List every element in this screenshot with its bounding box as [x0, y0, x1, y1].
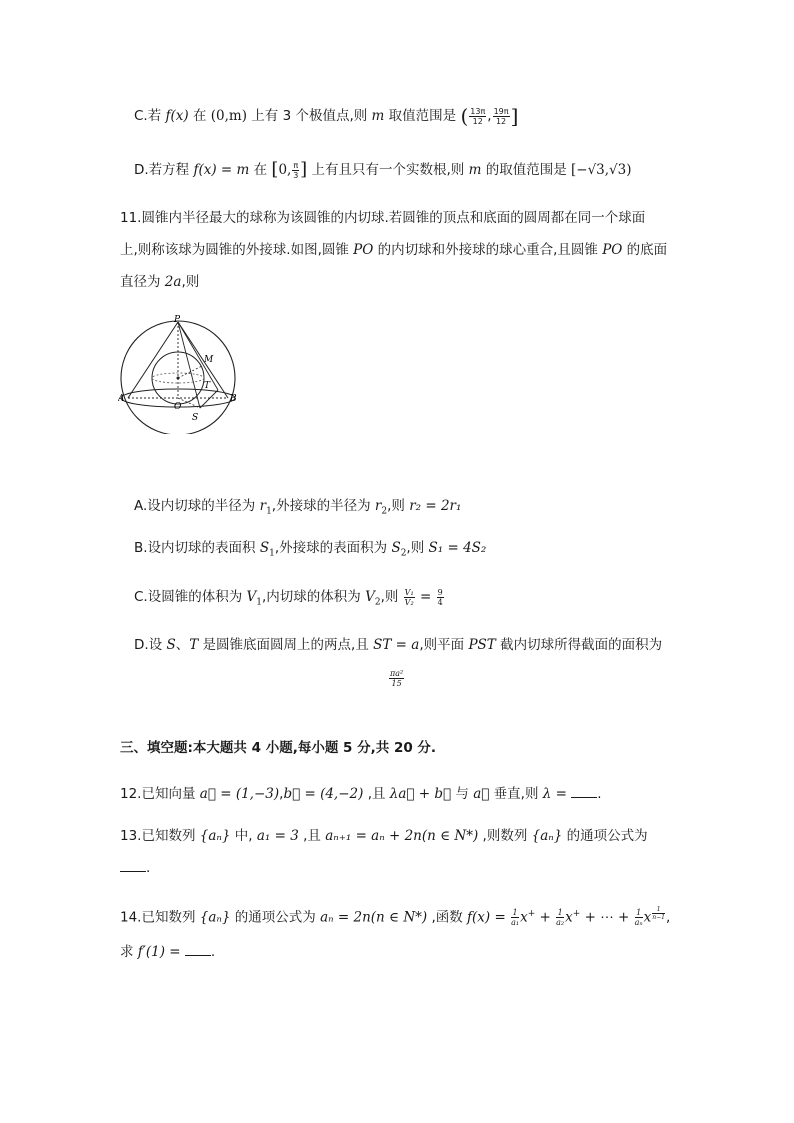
fraction: $\frac{1}{\text{a₁}}$	[511, 908, 520, 927]
q10-option-c: C.若 f(x) 在 (0,m) 上有 3 个极值点,则 m 取值范围是 ( $\frac{13\pi}{12}$ , $\frac{19\pi}{12}$ ]	[134, 104, 519, 128]
question-13: 13.已知数列 {aₙ} 中, a₁ = 3 ,且 aₙ₊₁ = aₙ + 2n(n ∈ N*) ,则数列 {aₙ} 的通项公式为	[120, 828, 648, 844]
line-ps	[178, 322, 200, 408]
label-o: O	[174, 402, 182, 412]
q11-option-d-answer	[388, 668, 405, 688]
option-label: C.	[134, 108, 148, 124]
fraction: $\frac{1}{\text{aₙ}}$	[634, 908, 643, 927]
label-p: P	[174, 315, 181, 325]
question-14: 14.已知数列 {aₙ} 的通项公式为 aₙ = 2n(n ∈ N*) ,函数 f(x) = $\frac{1}{\text{a₁}}$ x+ + $\frac{1}{\text{a₂}}$ x+ + ⋯ + $\frac{1}{\text{aₙ}}$ x $^{\frac{1}{n-1}}$ ,	[120, 906, 671, 927]
fraction: $\frac{13\pi}{12}$	[470, 106, 486, 126]
q11-option-d: D.设 S、T 是圆锥底面圆周上的两点,且 ST = a,则平面 PST 截内切球所得截面的面积为	[134, 637, 663, 653]
question-12: 12.已知向量 a⃗ = (1,−3),b⃗ = (4,−2) ,且 λa⃗ + b⃗ 与 a⃗ 垂直,则 λ = .	[120, 786, 602, 802]
section-heading: 三、填空题:本大题共 4 小题,每小题 5 分,共 20 分.	[120, 740, 437, 756]
label-m: M	[204, 355, 214, 365]
question-14-line2: 求 f′(1) = .	[120, 944, 216, 960]
fraction: $\frac{1}{\text{a₂}}$	[556, 908, 565, 927]
fraction: $\frac{9}{4}$	[437, 587, 443, 607]
label-b: B	[230, 394, 237, 404]
label-a: A	[118, 394, 125, 404]
q11-option-a: A.设内切球的半径为 $r_1$,外接球的半径为 $r_2$,则 r₂ = 2r₁	[134, 498, 462, 517]
q11-option-b: B.设内切球的表面积 $S_1$,外接球的表面积为 $S_2$,则 S₁ = 4S₂	[134, 540, 487, 559]
q11-stem-line1: 11.圆锥内半径最大的球称为该圆锥的内切球.若圆锥的顶点和底面的圆周都在同一个球面	[120, 210, 646, 226]
label-s: S	[192, 413, 199, 423]
option-label: D.	[134, 162, 149, 178]
answer-blank[interactable]	[185, 943, 211, 956]
q11-stem-line3: 直径为 2a,则	[120, 274, 200, 290]
math-interval: (0,m)	[210, 108, 247, 124]
cone-sphere-figure	[118, 314, 248, 434]
fraction: $\frac{\text{πa²}}{15}$	[390, 668, 404, 688]
question-13-line2: .	[120, 858, 150, 878]
q10-option-d: D.若方程 f(x) = m 在 [0, $\frac{\pi}{3}$ ] 上有且只有一个实数根,则 m 的取值范围是 [−√3,√3)	[134, 159, 632, 180]
q11-option-c: C.设圆锥的体积为 $V_1$,内切球的体积为 $V_2$,则 $\frac{\text{V₁}}{\text{V₂}}$ = $\frac{9}{4}$	[134, 587, 443, 608]
label-t: T	[204, 381, 211, 391]
exponent-fraction: 1 n−1	[652, 906, 665, 921]
fraction: $\frac{\text{V₁}}{\text{V₂}}$	[404, 587, 414, 607]
fraction: $\frac{\pi}{3}$	[293, 160, 299, 180]
answer-blank[interactable]	[120, 859, 146, 872]
center-point	[177, 377, 180, 380]
answer-blank[interactable]	[571, 785, 597, 798]
math-func: f(x)	[165, 108, 189, 124]
fraction: $\frac{19\pi}{12}$	[493, 106, 509, 126]
q11-stem-line2: 上,则称该球为圆锥的外接球.如图,圆锥 PO 的内切球和外接球的球心重合,且圆锥 PO 的底面	[120, 242, 668, 258]
